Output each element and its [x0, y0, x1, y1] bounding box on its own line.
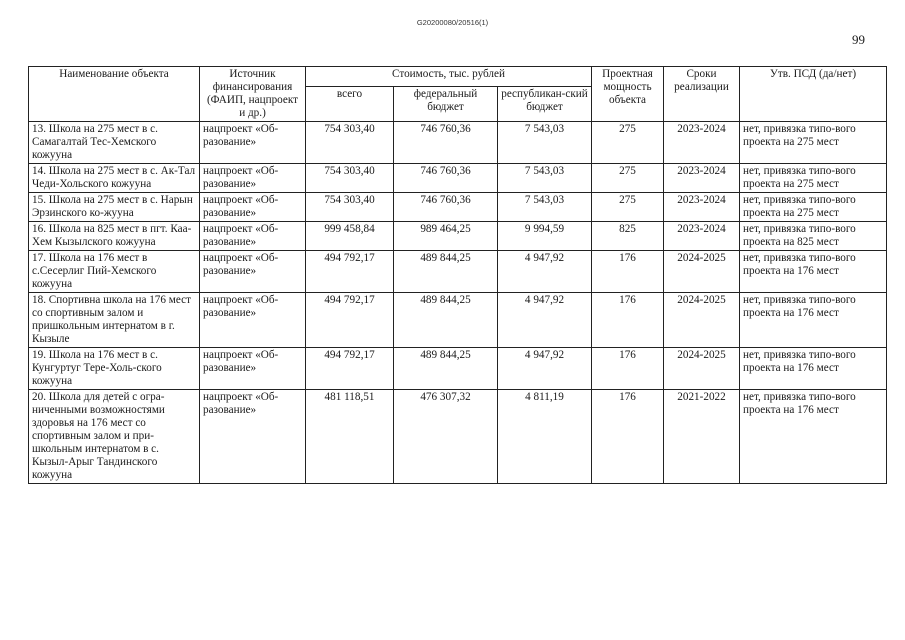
- cell-republic: 7 543,03: [498, 192, 592, 221]
- table-row: [29, 389, 887, 483]
- header-capacity: Проектная мощность объекта: [592, 67, 664, 122]
- cell-period: 2024-2025: [664, 250, 740, 292]
- document-id: G20200080/20516(1): [416, 18, 489, 27]
- cell-total: 494 792,17: [306, 347, 394, 389]
- cell-total: 494 792,17: [306, 292, 394, 347]
- cell-federal: 989 464,25: [394, 221, 498, 250]
- cell-capacity: 275: [592, 163, 664, 192]
- cell-capacity: 176: [592, 389, 664, 483]
- cell-source: нацпроект «Об-разование»: [200, 163, 306, 192]
- cell-psd: нет, привязка типо-вого проекта на 176 мест: [740, 347, 887, 389]
- cell-period: 2023-2024: [664, 121, 740, 163]
- cell-period: 2023-2024: [664, 163, 740, 192]
- cell-republic: 4 811,19: [498, 389, 592, 483]
- cell-period: 2023-2024: [664, 192, 740, 221]
- header-federal: федеральный бюджет: [394, 86, 498, 121]
- cell-capacity: 176: [592, 292, 664, 347]
- cell-psd: нет, привязка типо-вого проекта на 275 мест: [740, 192, 887, 221]
- cell-total: 494 792,17: [306, 250, 394, 292]
- cell-period: 2024-2025: [664, 347, 740, 389]
- table-header: [29, 67, 887, 122]
- cell-source: нацпроект «Об-разование»: [200, 221, 306, 250]
- table-row: [29, 292, 887, 347]
- cell-period: 2024-2025: [664, 292, 740, 347]
- cell-psd: нет, привязка типо-вого проекта на 275 мест: [740, 163, 887, 192]
- cell-name: 16. Школа на 825 мест в пгт. Каа-Хем Кызылского кожууна: [29, 221, 200, 250]
- cell-source: нацпроект «Об-разование»: [200, 389, 306, 483]
- cell-psd: нет, привязка типо-вого проекта на 275 мест: [740, 121, 887, 163]
- cell-period: 2021-2022: [664, 389, 740, 483]
- cell-federal: 476 307,32: [394, 389, 498, 483]
- table-row: [29, 221, 887, 250]
- cell-capacity: 176: [592, 347, 664, 389]
- page-number: 99: [852, 32, 865, 47]
- cell-psd: нет, привязка типо-вого проекта на 176 мест: [740, 389, 887, 483]
- table-row: [29, 250, 887, 292]
- cell-name: 17. Школа на 176 мест в с.Сесерлиг Пий-Хемского кожууна: [29, 250, 200, 292]
- cell-capacity: 275: [592, 192, 664, 221]
- header-psd: Утв. ПСД (да/нет): [740, 67, 887, 122]
- cell-federal: 746 760,36: [394, 192, 498, 221]
- cell-psd: нет, привязка типо-вого проекта на 176 мест: [740, 250, 887, 292]
- cell-psd: нет, привязка типо-вого проекта на 825 мест: [740, 221, 887, 250]
- header-name: Наименование объекта: [29, 67, 200, 122]
- cell-source: нацпроект «Об-разование»: [200, 192, 306, 221]
- cell-source: нацпроект «Об-разование»: [200, 121, 306, 163]
- table-body: [29, 121, 887, 483]
- cell-source: нацпроект «Об-разование»: [200, 250, 306, 292]
- cell-name: 13. Школа на 275 мест в с. Самагалтай Тес-Хемского кожууна: [29, 121, 200, 163]
- header-cost-group: Стоимость, тыс. рублей: [306, 67, 592, 87]
- cell-name: 14. Школа на 275 мест в с. Ак-Тал Чеди-Хольского кожууна: [29, 163, 200, 192]
- cell-federal: 489 844,25: [394, 292, 498, 347]
- cell-republic: 7 543,03: [498, 121, 592, 163]
- cell-total: 754 303,40: [306, 163, 394, 192]
- cell-name: 19. Школа на 176 мест в с. Кунгуртуг Тере-Холь-ского кожууна: [29, 347, 200, 389]
- cell-name: 20. Школа для детей с огра-ниченными возможностями здоровья на 176 мест со спортивным залом и при-школьным интернатом в с. Кызыл-Арыг Тандинского кожууна: [29, 389, 200, 483]
- cell-republic: 9 994,59: [498, 221, 592, 250]
- cell-federal: 489 844,25: [394, 250, 498, 292]
- cell-federal: 746 760,36: [394, 121, 498, 163]
- cell-republic: 4 947,92: [498, 250, 592, 292]
- cell-federal: 489 844,25: [394, 347, 498, 389]
- cell-capacity: 825: [592, 221, 664, 250]
- objects-table: [28, 66, 887, 484]
- cell-capacity: 275: [592, 121, 664, 163]
- cell-republic: 4 947,92: [498, 347, 592, 389]
- cell-psd: нет, привязка типо-вого проекта на 176 мест: [740, 292, 887, 347]
- header-republic: республикан-ский бюджет: [498, 86, 592, 121]
- cell-total: 754 303,40: [306, 121, 394, 163]
- cell-total: 999 458,84: [306, 221, 394, 250]
- cell-name: 18. Спортивна школа на 176 мест со спортивным залом и пришкольным интернатом в г. Кызыле: [29, 292, 200, 347]
- cell-capacity: 176: [592, 250, 664, 292]
- cell-name: 15. Школа на 275 мест в с. Нарын Эрзинского ко-жууна: [29, 192, 200, 221]
- cell-total: 481 118,51: [306, 389, 394, 483]
- cell-total: 754 303,40: [306, 192, 394, 221]
- header-total: всего: [306, 86, 394, 121]
- table-row: [29, 163, 887, 192]
- cell-source: нацпроект «Об-разование»: [200, 347, 306, 389]
- cell-period: 2023-2024: [664, 221, 740, 250]
- cell-source: нацпроект «Об-разование»: [200, 292, 306, 347]
- table-row: [29, 347, 887, 389]
- table-row: [29, 121, 887, 163]
- cell-republic: 7 543,03: [498, 163, 592, 192]
- header-source: Источник финансирования (ФАИП, нацпроект и др.): [200, 67, 306, 122]
- cell-republic: 4 947,92: [498, 292, 592, 347]
- header-period: Сроки реализации: [664, 67, 740, 122]
- cell-federal: 746 760,36: [394, 163, 498, 192]
- table-row: [29, 192, 887, 221]
